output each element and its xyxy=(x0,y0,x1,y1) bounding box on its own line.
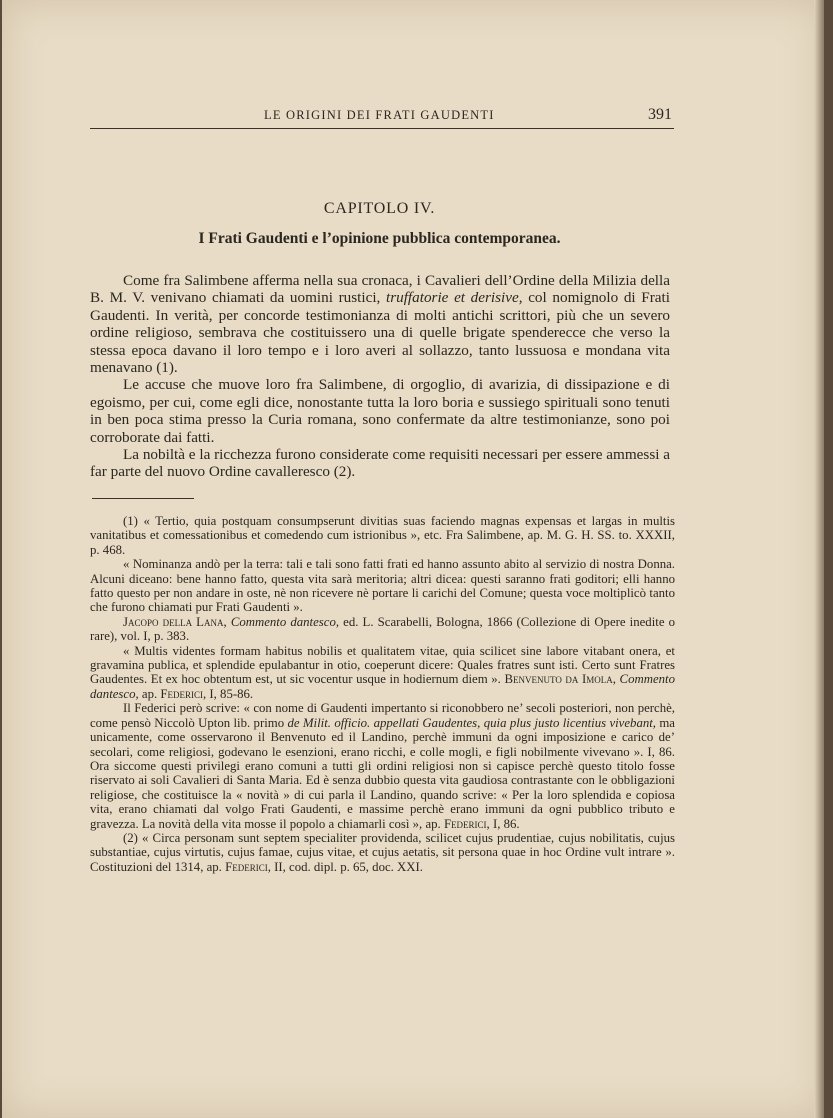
federici-ref: Federici, xyxy=(443,816,490,831)
federici-italic: de Milit. officio. appellati Gaudentes, quia plus justo licentius vivebant, xyxy=(287,715,656,730)
footnote-1: (1) « Tertio, quia postquam consumpserunt divitias suas faciendo magnas expensas et largas in multis vanitatibus et comessationibus et comedendo cum istrionibus », etc. Fra Salimbene, ap. M. G. H. SS. to. XXXII, p. 468. xyxy=(90,514,675,557)
federici-text-b: ma unicamente, come osservarono il Benvenuto ed il Landino, perchè immuni da ogni imposizione e carico de’ secolari, come religiosi, godevano le esenzioni, erano ricchi, e colle mogli, e figli nobilmente vivevano ». I, 86. Ora siccome questi privilegi erano comuni a tutti gli ordini religiosi non si capisce perchè questo titolo fosse riservato ai soli Cavalieri di Santa Maria. Ed è senza dubbio questa vita gaudiosa contrastante con le obbligazioni religiose, che costituisce la « novità » di cui parla il Landino, quando scrive: « Per la loro splendida e copiosa vita, erano chiamati dal volgo Frati Gaudenti, e massime perchè erano immuni da ogni pubblico tributo e gravezza. La novità della vita mosse il popolo a chiamarli così », ap. xyxy=(90,715,675,831)
paragraph-1-text-a: Come fra Salimbene afferma nella sua cronaca, i Cavalieri dell’Ordine della Milizia della B. M. V. venivano chiamati da uomini rustici, xyxy=(90,272,670,307)
citation-work: Commento dantesco, xyxy=(230,614,340,629)
latin-quote-text: « Multis videntes formam habitus nobilis et qualitatem vitae, quia scilicet sine labore vitabant onera, et gravamina publica, et splendide epulabantur in otio, coeperunt dicere: Quales fratres sunt isti. Certo sunt Fratres Gaudentes. Et ex hoc obtentum est, ut sic vocentur usque in hodiernum diem ». xyxy=(90,643,675,687)
federici-pages: I, 86. xyxy=(489,816,520,831)
federici-text-a: Il Federici però scrive: « con nome di Gaudenti impertanto si riconobbero ne’ secoli posteriori, non perchè, come pensò Niccolò Upton lib. primo xyxy=(90,701,675,730)
latin-quote-ref: Federici, xyxy=(160,686,207,701)
latin-quote-work: Commento dantesco, xyxy=(90,672,675,701)
paragraph-1 xyxy=(90,272,670,376)
latin-quote-author: Benvenuto da Imola, xyxy=(504,672,616,687)
footnote-1-quote: « Nominanza andò per la terra: tali e tali sono fatti frati ed hanno assunto abito al servizio di nostra Donna. Alcuni diceano: bene hanno fatto, questa vita sarà meritoria; altri dicea: questi saranno frati goditori; elli hanno fatto questo per non andare in oste, nè non ricevere nè portare li carichi del Comune; questa voce moltiplicò tanto che furono chiamati pur Frati Gaudenti ». xyxy=(90,557,675,615)
footnote-2-pages: II, cod. dipl. p. 65, doc. XXI. xyxy=(270,859,424,874)
body-text xyxy=(90,272,670,481)
running-title: LE ORIGINI DEI FRATI GAUDENTI xyxy=(264,108,495,122)
chapter-label: CAPITOLO IV. xyxy=(323,200,436,217)
header-rule xyxy=(90,128,674,129)
footnote-2-text: (2) « Circa personam sunt septem specialiter providenda, scilicet cujus prudentiae, cujus nobilitatis, cujus substantiae, cujus virtutis, cujus famae, cujus vitae, et cujus aetatis, sit persona quae in hoc Ordine vult intrare ». Costituzioni del 1314, ap. xyxy=(90,830,675,874)
citation-author: Jacopo della Lana, xyxy=(123,614,227,629)
latin-quote-pages: I, 85-86. xyxy=(206,686,254,701)
footnote-1-federici xyxy=(90,701,675,831)
footnote-1-citation xyxy=(90,615,675,644)
footnote-rule xyxy=(92,498,194,499)
latin-quote-ap: ap. xyxy=(138,686,161,701)
book-page xyxy=(2,0,824,1118)
citation-rest: ed. L. Scarabelli, Bologna, 1866 (Collezione di Opere inedite o rare), vol. I, p. 383. xyxy=(90,614,675,644)
running-head xyxy=(90,106,674,128)
paragraph-1-text-b: col nomignolo di Frati Gaudenti. In verità, per concorde testimonianza di molti antichi scrittori, più che un severo ordine religioso, sembrava che costituissero una di quelle brigate spenderecce che verso la stessa epoca davano il loro tempo e i loro averi al sollazzo, tanto lussuosa e mondana vita menavano (1). xyxy=(90,289,670,377)
paragraph-2: Le accuse che muove loro fra Salimbene, di orgoglio, di avarizia, di dissipazione e di egoismo, per cui, come egli dice, nonostante tutta la loro boria e sussiego spirituali sono tenuti in ben poca stima presso la Curia romana, sono confermate da altre testimonianze, sono poi corroborate dai fatti. xyxy=(90,376,670,446)
paragraph-1-italic: truffatorie et derisive, xyxy=(385,289,523,307)
footnotes xyxy=(90,514,675,874)
footnote-2 xyxy=(90,831,675,874)
chapter-title: I Frati Gaudenti e l’opinione pubblica contemporanea. xyxy=(198,230,561,247)
page-edge-shadow xyxy=(814,0,824,1118)
page-number: 391 xyxy=(648,106,672,123)
paragraph-3: La nobiltà e la ricchezza furono considerate come requisiti necessari per essere ammessi a far parte del nuovo Ordine cavalleresco (2). xyxy=(90,446,670,481)
footnote-2-ref: Federici, xyxy=(225,859,271,874)
footnote-1-latin-quote xyxy=(90,644,675,702)
